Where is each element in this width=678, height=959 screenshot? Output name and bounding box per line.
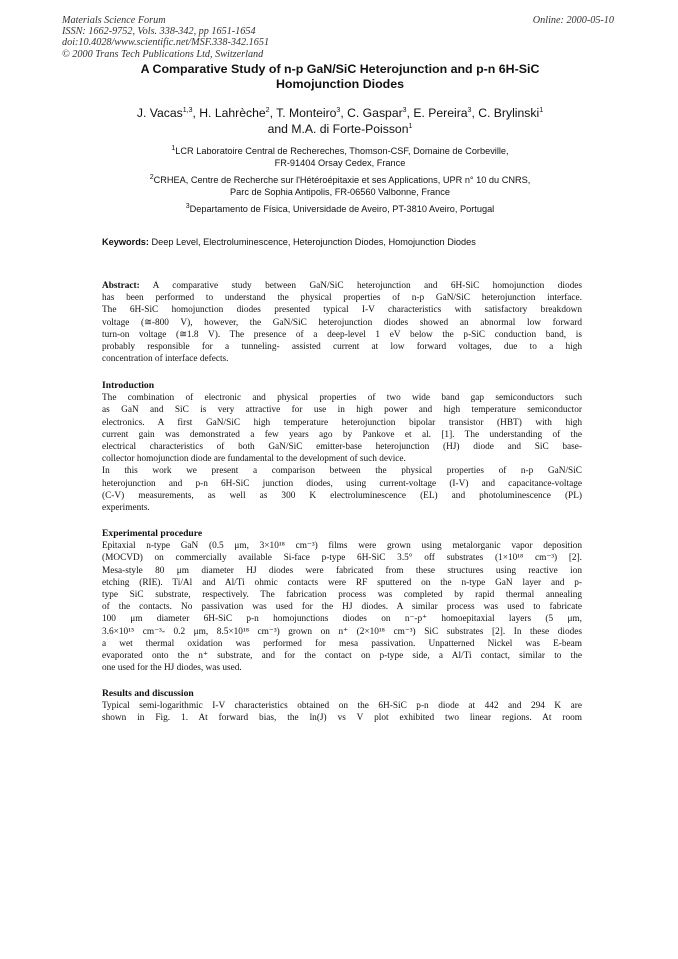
abstract-line: concentration of interface defects. bbox=[102, 354, 229, 365]
journal-copyright: © 2000 Trans Tech Publications Ltd, Switzerland bbox=[62, 48, 264, 60]
abstract-line bbox=[102, 280, 582, 292]
journal-issn: ISSN: 1662-9752, Vols. 338-342, pp 1651-1654 bbox=[62, 26, 256, 38]
affiliation-mark: 2 bbox=[149, 173, 154, 181]
journal-name: Materials Science Forum bbox=[62, 15, 166, 26]
introduction-heading: Introduction bbox=[102, 380, 155, 391]
body-line: (MOCVD) on commercially available Si-face p-type 6H-SiC 3.5° off substrates (1×10¹⁸ cm⁻³) [2]. bbox=[102, 553, 582, 564]
affiliation-text: Departamento de Física, Universidade de Aveiro, PT-3810 Aveiro, Portugal bbox=[189, 204, 495, 214]
journal-header bbox=[62, 15, 269, 60]
author-name: M.A. di Forte-Poisson bbox=[291, 121, 409, 136]
affiliation-line bbox=[90, 174, 590, 186]
author-affiliation-mark: 1 bbox=[539, 106, 544, 114]
body-line: as GaN and SiC is very attractive for use in high power and high temperature semiconductor bbox=[102, 405, 582, 416]
body-line: heterojunction and p-n 6H-SiC junction diodes, using current-voltage (I-V) and capacitance-voltage bbox=[102, 478, 582, 489]
title-line: A Comparative Study of n-p GaN/SiC Heterojunction and p-n 6H-SiC bbox=[140, 62, 540, 76]
experimental-section bbox=[102, 528, 582, 674]
abstract bbox=[102, 280, 582, 365]
body-line: collector homojunction diode are fundamental to the development of such device. bbox=[102, 454, 406, 465]
author-affiliation-mark: 1 bbox=[408, 122, 413, 130]
abstract-label: Abstract: bbox=[102, 281, 140, 291]
body-line: of the contacts. No passivation was used for the HJ diodes. A similar process was used to fabricate bbox=[102, 602, 582, 613]
affiliation-line bbox=[90, 145, 590, 157]
body-line: shown in Fig. 1. At forward bias, the ln(J) vs V plot exhibited two linear regions. At room bbox=[102, 713, 582, 724]
journal-doi: doi:10.4028/www.scientific.net/MSF.338-342.1651 bbox=[62, 37, 270, 49]
results-section bbox=[102, 688, 582, 725]
body-line: electronics. A first GaN/SiC high temperature heterojunction bipolar transistor (HBT) with high bbox=[102, 417, 582, 428]
author-name: T. Monteiro bbox=[276, 106, 337, 120]
body-line: 100 μm diameter 6H-SiC p-n homojunctions diodes on n⁻-p⁺ homoepitaxial layers (5 μm, bbox=[102, 614, 582, 625]
body-line: electrical characteristics of both GaN/SiC emitter-base heterojunction (HJ) diode and SiC base- bbox=[102, 442, 582, 453]
author-affiliation-mark: 3 bbox=[402, 106, 407, 114]
keywords-text: Deep Level, Electroluminescence, Heterojunction Diodes, Homojunction Diodes bbox=[148, 237, 476, 247]
affiliation-line: Parc de Sophia Antipolis, FR-06560 Valbonne, France bbox=[230, 187, 450, 198]
paper-title bbox=[90, 62, 590, 92]
affiliation-line: FR-91404 Orsay Cedex, France bbox=[274, 158, 406, 169]
abstract-text: A comparative study between GaN/SiC heterojunction and 6H-SiC homojunction diodes bbox=[139, 281, 582, 291]
author-prefix: and bbox=[267, 121, 292, 136]
author-line bbox=[80, 106, 600, 122]
author-separator: , bbox=[192, 106, 200, 120]
body-line: etching (RIE). Ti/Al and Al/Ti ohmic contacts were RF sputtered on the n-type GaN layer and p- bbox=[102, 577, 582, 588]
abstract-line: voltage (≅-800 V), however, the GaN/SiC heterojunction diodes showed an abnormal low forward bbox=[102, 317, 582, 328]
affiliation-2 bbox=[90, 174, 590, 198]
affiliation-1 bbox=[90, 145, 590, 169]
affiliation-line bbox=[90, 203, 590, 215]
body-line: experiments. bbox=[102, 503, 150, 514]
body-line: a wet thermal oxidation was performed for mesa passivation. Unpatterned Nickel was E-beam bbox=[102, 638, 582, 649]
affiliation-text: CRHEA, Centre de Recherche sur l'Hétéroépitaxie et ses Applications, UPR n° 10 du CNRS, bbox=[153, 175, 531, 185]
experimental-heading: Experimental procedure bbox=[102, 528, 203, 539]
body-line: (C-V) measurements, as well as 300 K electroluminescence (EL) and photoluminescence (PL) bbox=[102, 490, 582, 501]
affiliation-mark: 1 bbox=[171, 144, 176, 152]
body-line: evaporated onto the n⁺ substrate, and for the contact on p-type side, a Al/Ti contact, similar to the bbox=[102, 651, 582, 662]
body-line: Typical semi-logarithmic I-V characteristics obtained on the 6H-SiC p-n diode at 442 and 294 K are bbox=[102, 701, 582, 712]
author-name: H. Lahrèche bbox=[199, 106, 266, 120]
author-separator: , bbox=[406, 106, 414, 120]
body-line: In this work we present a comparison between the physical properties of n-p GaN/SiC bbox=[102, 466, 582, 477]
abstract-line: The 6H-SiC homojunction diodes presented typical I-V characteristics with satisfactory breakdown bbox=[102, 305, 582, 316]
body-line: one used for the HJ diodes, was used. bbox=[102, 663, 242, 674]
body-line: type SiC substrate, respectively. The fabrication process was completed by rapid thermal annealing bbox=[102, 590, 582, 601]
body-line: Epitaxial n-type GaN (0.5 μm, 3×10¹⁸ cm⁻³) films were grown using metalorganic vapor deposition bbox=[102, 541, 582, 552]
body-line: current gain was demonstrated a few years ago by Pankove et al. [1]. The understanding of the bbox=[102, 429, 582, 440]
abstract-line: probably responsible for a tunneling- assisted current at low forward voltages, due to a high bbox=[102, 342, 582, 353]
author-separator: , bbox=[269, 106, 277, 120]
keywords-label: Keywords: bbox=[102, 237, 149, 247]
author-name: J. Vacas bbox=[136, 106, 183, 120]
introduction-section bbox=[102, 380, 582, 514]
author-name: C. Brylinski bbox=[478, 106, 540, 120]
online-date: Online: 2000-05-10 bbox=[532, 15, 614, 26]
affiliation-text: LCR Laboratoire Central de Rechereches, Thomson-CSF, Domaine de Corbeville, bbox=[175, 146, 509, 156]
abstract-line: has been performed to understand the physical properties of n-p GaN/SiC heterojunction interface. bbox=[102, 293, 582, 304]
results-heading: Results and discussion bbox=[102, 688, 194, 699]
body-line: 3.6×10¹⁵ cm⁻³- 0.2 μm, 8.5×10¹⁸ cm⁻³) grown on n⁺ (2×10¹⁸ cm⁻³) SiC substrates [2]. In these diodes bbox=[102, 626, 582, 637]
author-name: E. Pereira bbox=[413, 106, 468, 120]
author-name: C. Gaspar bbox=[347, 106, 403, 120]
author-list bbox=[80, 106, 600, 137]
author-affiliation-mark: 2 bbox=[265, 106, 270, 114]
affiliation-3 bbox=[90, 203, 590, 215]
abstract-line: turn-on voltage (≅1.8 V). The presence of a deep-level 1 eV below the p-SiC conduction band, is bbox=[102, 329, 582, 340]
affiliation-mark: 3 bbox=[185, 202, 190, 210]
author-affiliation-mark: 3 bbox=[336, 106, 341, 114]
keywords bbox=[102, 237, 476, 247]
body-line: The combination of electronic and physical properties of two wide band gap semiconductors such bbox=[102, 393, 582, 404]
author-affiliation-mark: 1,3 bbox=[182, 106, 193, 114]
title-line: Homojunction Diodes bbox=[275, 77, 405, 91]
author-affiliation-mark: 3 bbox=[467, 106, 472, 114]
author-separator: , bbox=[340, 106, 348, 120]
body-line: Mesa-style 80 μm diameter HJ diodes were fabricated from these structures using reactive ion bbox=[102, 565, 582, 576]
author-line bbox=[80, 122, 600, 138]
author-separator: , bbox=[471, 106, 479, 120]
